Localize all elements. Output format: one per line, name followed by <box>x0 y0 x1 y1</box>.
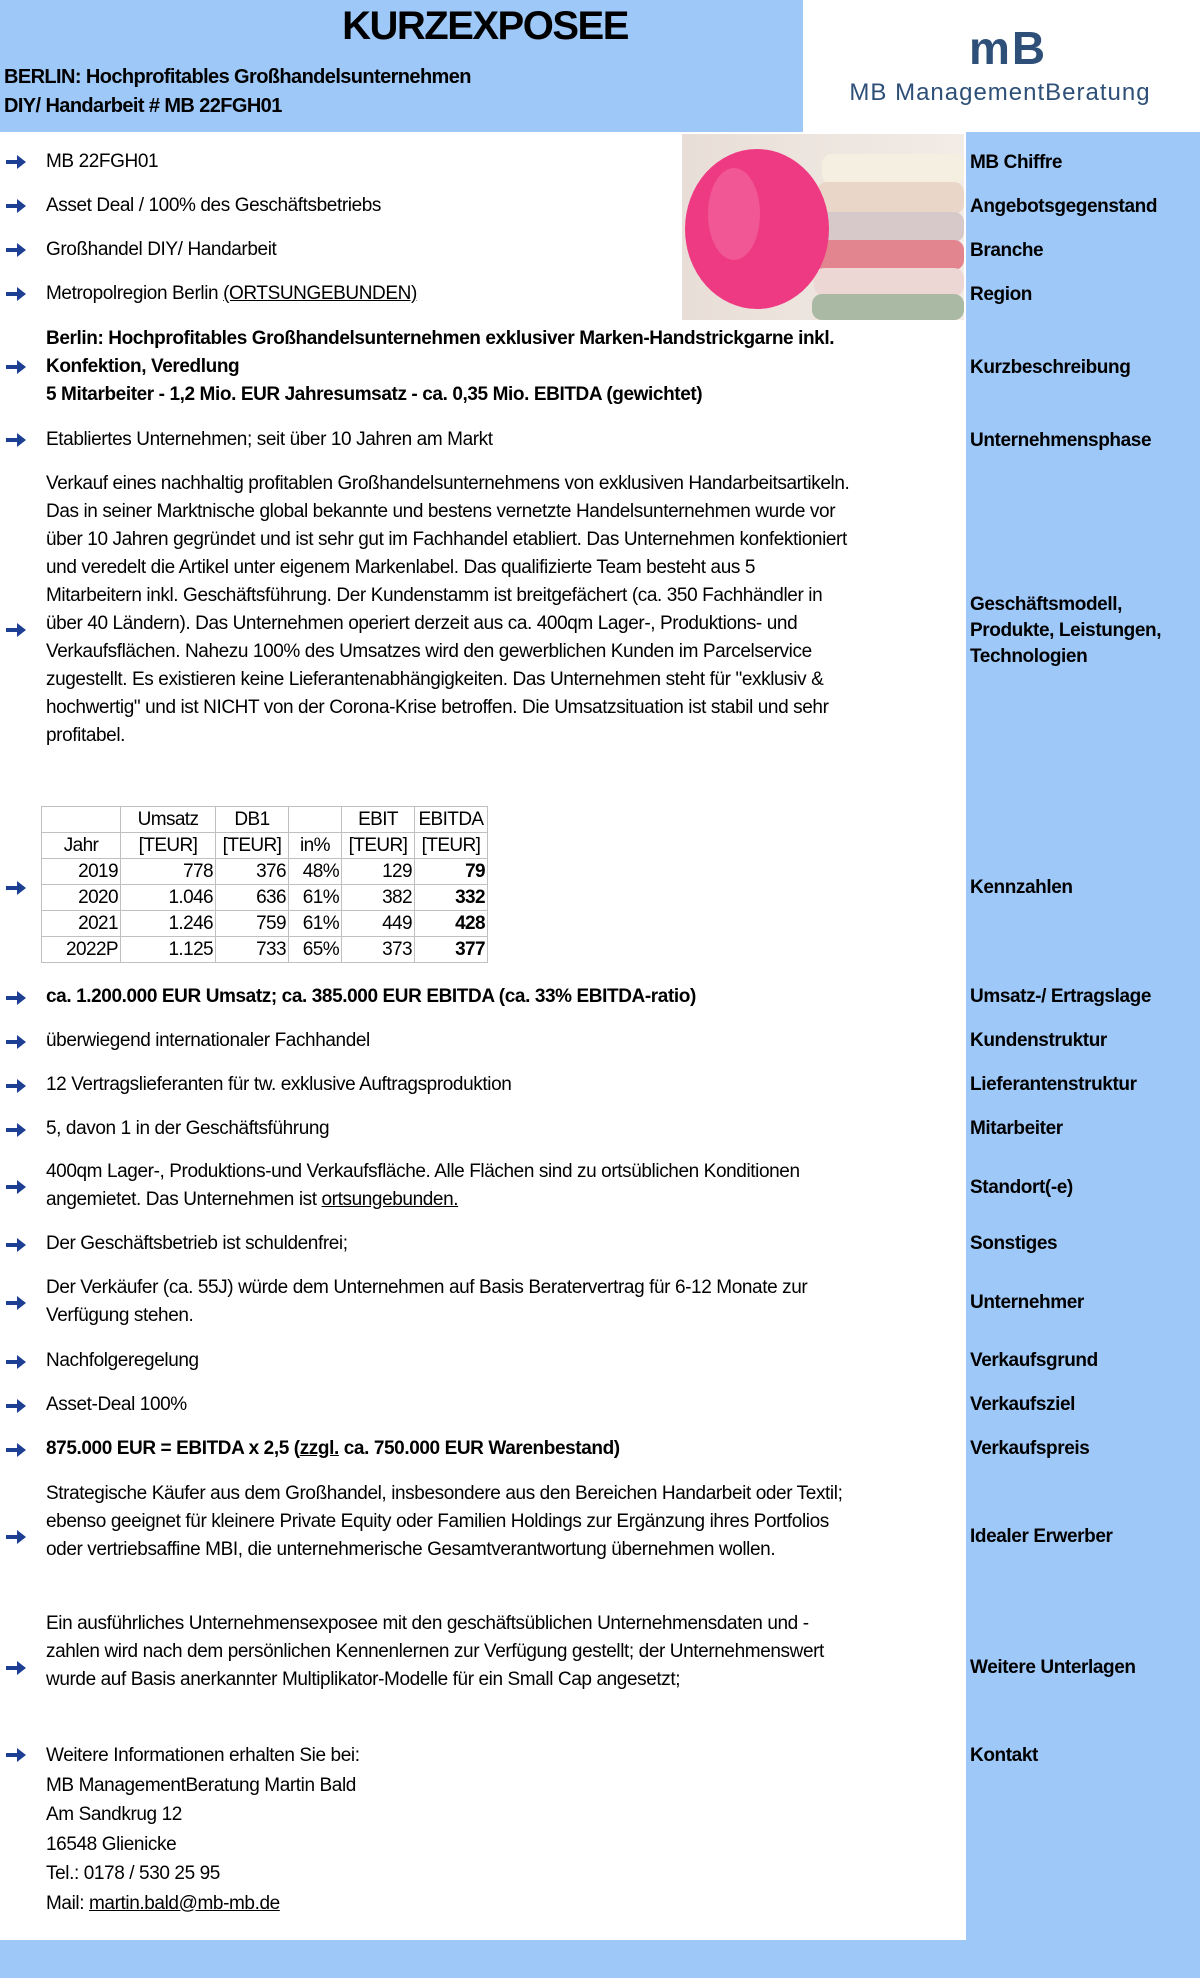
logo-text: MB ManagementBeratung <box>849 79 1151 106</box>
arrow-icon <box>6 1123 26 1137</box>
table-cell: 733 <box>216 937 289 963</box>
arrow-icon <box>6 1399 26 1413</box>
table-cell: 778 <box>121 859 216 885</box>
misc-label: Sonstiges <box>970 1233 1058 1254</box>
table-cell: 1.246 <box>121 911 216 937</box>
customer-label: Kundenstruktur <box>970 1030 1107 1051</box>
company-logo <box>810 22 1200 112</box>
table-header-row <box>42 807 488 833</box>
table-cell: 376 <box>216 859 289 885</box>
arrow-icon <box>6 243 26 257</box>
text-line: Verkauf eines nachhaltig profitablen Großhandelsunternehmens von exklusiven Handarbeitsartikeln. <box>46 473 850 494</box>
table-header-cell: EBIT <box>342 807 415 833</box>
text-line: hochwertig" und ist NICHT von der Corona-Krise betroffen. Die Umsatzsituation ist stabil und sehr <box>46 697 829 718</box>
sale-target-value: Asset-Deal 100% <box>46 1394 187 1415</box>
table-cell: 332 <box>415 885 488 911</box>
table-cell: 79 <box>415 859 488 885</box>
price-text-suffix: ca. 750.000 EUR Warenbestand) <box>338 1438 620 1459</box>
table-header-cell: [TEUR] <box>121 833 216 859</box>
arrow-icon <box>6 1296 26 1310</box>
sale-reason-value: Nachfolgeregelung <box>46 1350 199 1371</box>
text-line: Verfügung stehen. <box>46 1305 194 1326</box>
price-text: 875.000 EUR = EBITDA x 2,5 ( <box>46 1438 300 1459</box>
short-description-label: Kurzbeschreibung <box>970 357 1131 378</box>
table-cell: 2022P <box>42 937 121 963</box>
table-cell: 377 <box>415 937 488 963</box>
text-line: MB ManagementBeratung Martin Bald <box>46 1774 356 1796</box>
phase-value: Etabliertes Unternehmen; seit über 10 Jahren am Markt <box>46 429 493 450</box>
table-cell: 428 <box>415 911 488 937</box>
location-label: Standort(-e) <box>970 1177 1073 1198</box>
documents-label: Weitere Unterlagen <box>970 1657 1136 1678</box>
chiffre-label: MB Chiffre <box>970 152 1063 173</box>
label-line: Geschäftsmodell, <box>970 594 1122 615</box>
text-line: 400qm Lager-, Produktions-und Verkaufsfläche. Alle Flächen sind zu ortsüblichen Konditionen <box>46 1161 800 1182</box>
arrow-icon <box>6 360 26 374</box>
region-label: Region <box>970 284 1032 305</box>
offer-value: Asset Deal / 100% des Geschäftsbetriebs <box>46 195 382 216</box>
table-row <box>42 859 488 885</box>
email-link[interactable]: martin.bald@mb-mb.de <box>89 1892 280 1914</box>
table-header-cell: [TEUR] <box>415 833 488 859</box>
industry-label: Branche <box>970 240 1044 261</box>
text-line: wurde auf Basis anerkannter Multiplikator-Modelle für ein Small Cap angesetzt; <box>46 1669 681 1690</box>
region-text: Metropolregion Berlin <box>46 283 224 304</box>
text-line: Weitere Informationen erhalten Sie bei: <box>46 1745 360 1766</box>
chiffre-value: MB 22FGH01 <box>46 151 159 172</box>
text-line: Strategische Käufer aus dem Großhandel, insbesondere aus den Bereichen Handarbeit oder Textil; <box>46 1483 843 1504</box>
text-line <box>46 1186 966 1214</box>
page-title: KURZEXPOSEE <box>342 4 628 48</box>
documents-value <box>46 1610 966 1694</box>
revenue-label: Umsatz-/ Ertragslage <box>970 986 1152 1007</box>
table-cell: 65% <box>289 937 342 963</box>
table-cell: 2021 <box>42 911 121 937</box>
kpi-label: Kennzahlen <box>970 877 1073 898</box>
industry-value: Großhandel DIY/ Handarbeit <box>46 239 277 260</box>
text-line: profitabel. <box>46 725 126 746</box>
supplier-value: 12 Vertragslieferanten für tw. exklusive Auftragsproduktion <box>46 1074 512 1095</box>
supplier-label: Lieferantenstruktur <box>970 1074 1137 1095</box>
mail-text: Mail: <box>46 1892 89 1914</box>
arrow-icon <box>6 1079 26 1093</box>
business-model-label <box>970 592 1196 670</box>
text-line: 5 Mitarbeiter - 1,2 Mio. EUR Jahresumsatz - ca. 0,35 Mio. EBITDA (gewichtet) <box>46 384 703 405</box>
table-header-cell: Jahr <box>42 833 121 859</box>
table-cell: 61% <box>289 885 342 911</box>
owner-label: Unternehmer <box>970 1292 1084 1313</box>
table-cell: 449 <box>342 911 415 937</box>
text-line: zugestellt. Es existieren keine Lieferantenabhängigkeiten. Das Unternehmen steht für "exklusiv & <box>46 669 824 690</box>
arrow-icon <box>6 1355 26 1369</box>
text-line: über 40 Ländern). Das Unternehmen operiert derzeit aus ca. 400qm Lager-, Produktions- und <box>46 613 798 634</box>
subtitle-line-1: BERLIN: Hochprofitables Großhandelsunternehmen <box>4 66 471 88</box>
table-header-cell: Umsatz <box>121 807 216 833</box>
table-row <box>42 911 488 937</box>
location-link[interactable]: ortsungebunden. <box>321 1189 459 1210</box>
arrow-icon <box>6 1180 26 1194</box>
table-cell: 382 <box>342 885 415 911</box>
location-text: angemietet. Das Unternehmen ist <box>46 1189 322 1210</box>
contact-label: Kontakt <box>970 1745 1038 1766</box>
arrow-icon <box>6 1238 26 1252</box>
text-line: 16548 Glienicke <box>46 1833 177 1855</box>
table-header-cell: in% <box>289 833 342 859</box>
table-header-row <box>42 833 488 859</box>
text-line: und veredelt die Artikel unter eigenem Markenlabel. Das qualifizierte Team besteht aus 5 <box>46 557 756 578</box>
revenue-value: ca. 1.200.000 EUR Umsatz; ca. 385.000 EUR EBITDA (ca. 33% EBITDA-ratio) <box>46 986 696 1007</box>
footer-band <box>0 1940 966 1978</box>
arrow-icon <box>6 433 26 447</box>
arrow-icon <box>6 287 26 301</box>
text-line: Mitarbeitern inkl. Geschäftsführung. Der Kundenstamm ist breitgefächert (ca. 350 Fachhändler in <box>46 585 823 606</box>
table-cell: 48% <box>289 859 342 885</box>
text-line: über 10 Jahren gegründet und ist sehr gut im Fachhandel etabliert. Das Unternehmen konfektioniert <box>46 529 847 550</box>
region-value <box>46 280 966 308</box>
text-line: Berlin: Hochprofitables Großhandelsunternehmen exklusiver Marken-Handstrickgarne inkl. <box>46 328 835 349</box>
table-cell: 2020 <box>42 885 121 911</box>
text-line: Konfektion, Veredlung <box>46 356 240 377</box>
buyer-label: Idealer Erwerber <box>970 1526 1113 1547</box>
owner-value <box>46 1274 966 1330</box>
phase-label: Unternehmensphase <box>970 430 1152 451</box>
table-row <box>42 885 488 911</box>
text-line: Verkaufsflächen. Nahezu 100% des Umsatzes wird den gewerblichen Kunden im Parcelservice <box>46 641 812 662</box>
kpi-table <box>41 806 488 963</box>
text-line: zahlen wird nach dem persönlichen Kennenlernen zur Verfügung gestellt; der Unternehmenswert <box>46 1641 824 1662</box>
price-label: Verkaufspreis <box>970 1438 1090 1459</box>
text-line: Das in seiner Marktnische global bekannte und bestens vernetzte Handelsunternehmen wurde vor <box>46 501 836 522</box>
label-line: Produkte, Leistungen, <box>970 620 1162 641</box>
buyer-value <box>46 1480 966 1564</box>
text-line: Der Verkäufer (ca. 55J) würde dem Unternehmen auf Basis Beratervertrag für 6-12 Monate zur <box>46 1277 808 1298</box>
employees-label: Mitarbeiter <box>970 1118 1063 1139</box>
arrow-icon <box>6 1530 26 1544</box>
text-line: ebenso geeignet für kleinere Private Equity oder Familien Holdings zur Ergänzung ihres Portfolios <box>46 1511 829 1532</box>
table-header-cell: EBITDA <box>415 807 488 833</box>
misc-value: Der Geschäftsbetrieb ist schuldenfrei; <box>46 1233 348 1254</box>
short-description <box>46 325 966 409</box>
price-link[interactable]: zzgl. <box>299 1438 339 1459</box>
logo-mark: mB <box>968 22 1048 74</box>
arrow-icon <box>6 199 26 213</box>
text-line <box>46 1889 966 1919</box>
arrow-icon <box>6 1661 26 1675</box>
arrow-icon <box>6 991 26 1005</box>
sale-reason-label: Verkaufsgrund <box>970 1350 1098 1371</box>
location-value <box>46 1158 966 1214</box>
text-line: Tel.: 0178 / 530 25 95 <box>46 1863 220 1884</box>
region-link[interactable]: (ORTSUNGEBUNDEN) <box>223 283 417 304</box>
arrow-icon <box>6 1748 26 1762</box>
text-line: Ein ausführliches Unternehmensexposee mit den geschäftsüblichen Unternehmensdaten und - <box>46 1613 809 1634</box>
table-cell: 1.125 <box>121 937 216 963</box>
table-header-cell <box>42 807 121 833</box>
subtitle-line-2: DIY/ Handarbeit # MB 22FGH01 <box>4 95 282 117</box>
sale-target-label: Verkaufsziel <box>970 1394 1076 1415</box>
arrow-icon <box>6 155 26 169</box>
table-cell: 1.046 <box>121 885 216 911</box>
price-value <box>46 1435 966 1463</box>
table-row <box>42 937 488 963</box>
customer-value: überwiegend internationaler Fachhandel <box>46 1030 370 1051</box>
table-header-cell: [TEUR] <box>216 833 289 859</box>
arrow-icon <box>6 1443 26 1457</box>
table-header-cell <box>289 807 342 833</box>
table-cell: 2019 <box>42 859 121 885</box>
text-line: oder vertriebsaffine MBI, die unternehmerische Gesamtverantwortung übernehmen wollen. <box>46 1539 776 1560</box>
offer-label: Angebotsgegenstand <box>970 196 1158 217</box>
table-header-cell: DB1 <box>216 807 289 833</box>
label-line: Technologien <box>970 646 1088 667</box>
table-cell: 129 <box>342 859 415 885</box>
arrow-icon <box>6 1035 26 1049</box>
business-model-text <box>46 470 966 750</box>
table-cell: 636 <box>216 885 289 911</box>
table-cell: 373 <box>342 937 415 963</box>
contact-block <box>46 1741 966 1918</box>
table-cell: 61% <box>289 911 342 937</box>
table-header-cell: [TEUR] <box>342 833 415 859</box>
employees-value: 5, davon 1 in der Geschäftsführung <box>46 1118 330 1139</box>
label-column <box>966 132 1200 1978</box>
text-line: Am Sandkrug 12 <box>46 1804 182 1825</box>
arrow-icon <box>6 881 26 895</box>
arrow-icon <box>6 623 26 637</box>
table-cell: 759 <box>216 911 289 937</box>
